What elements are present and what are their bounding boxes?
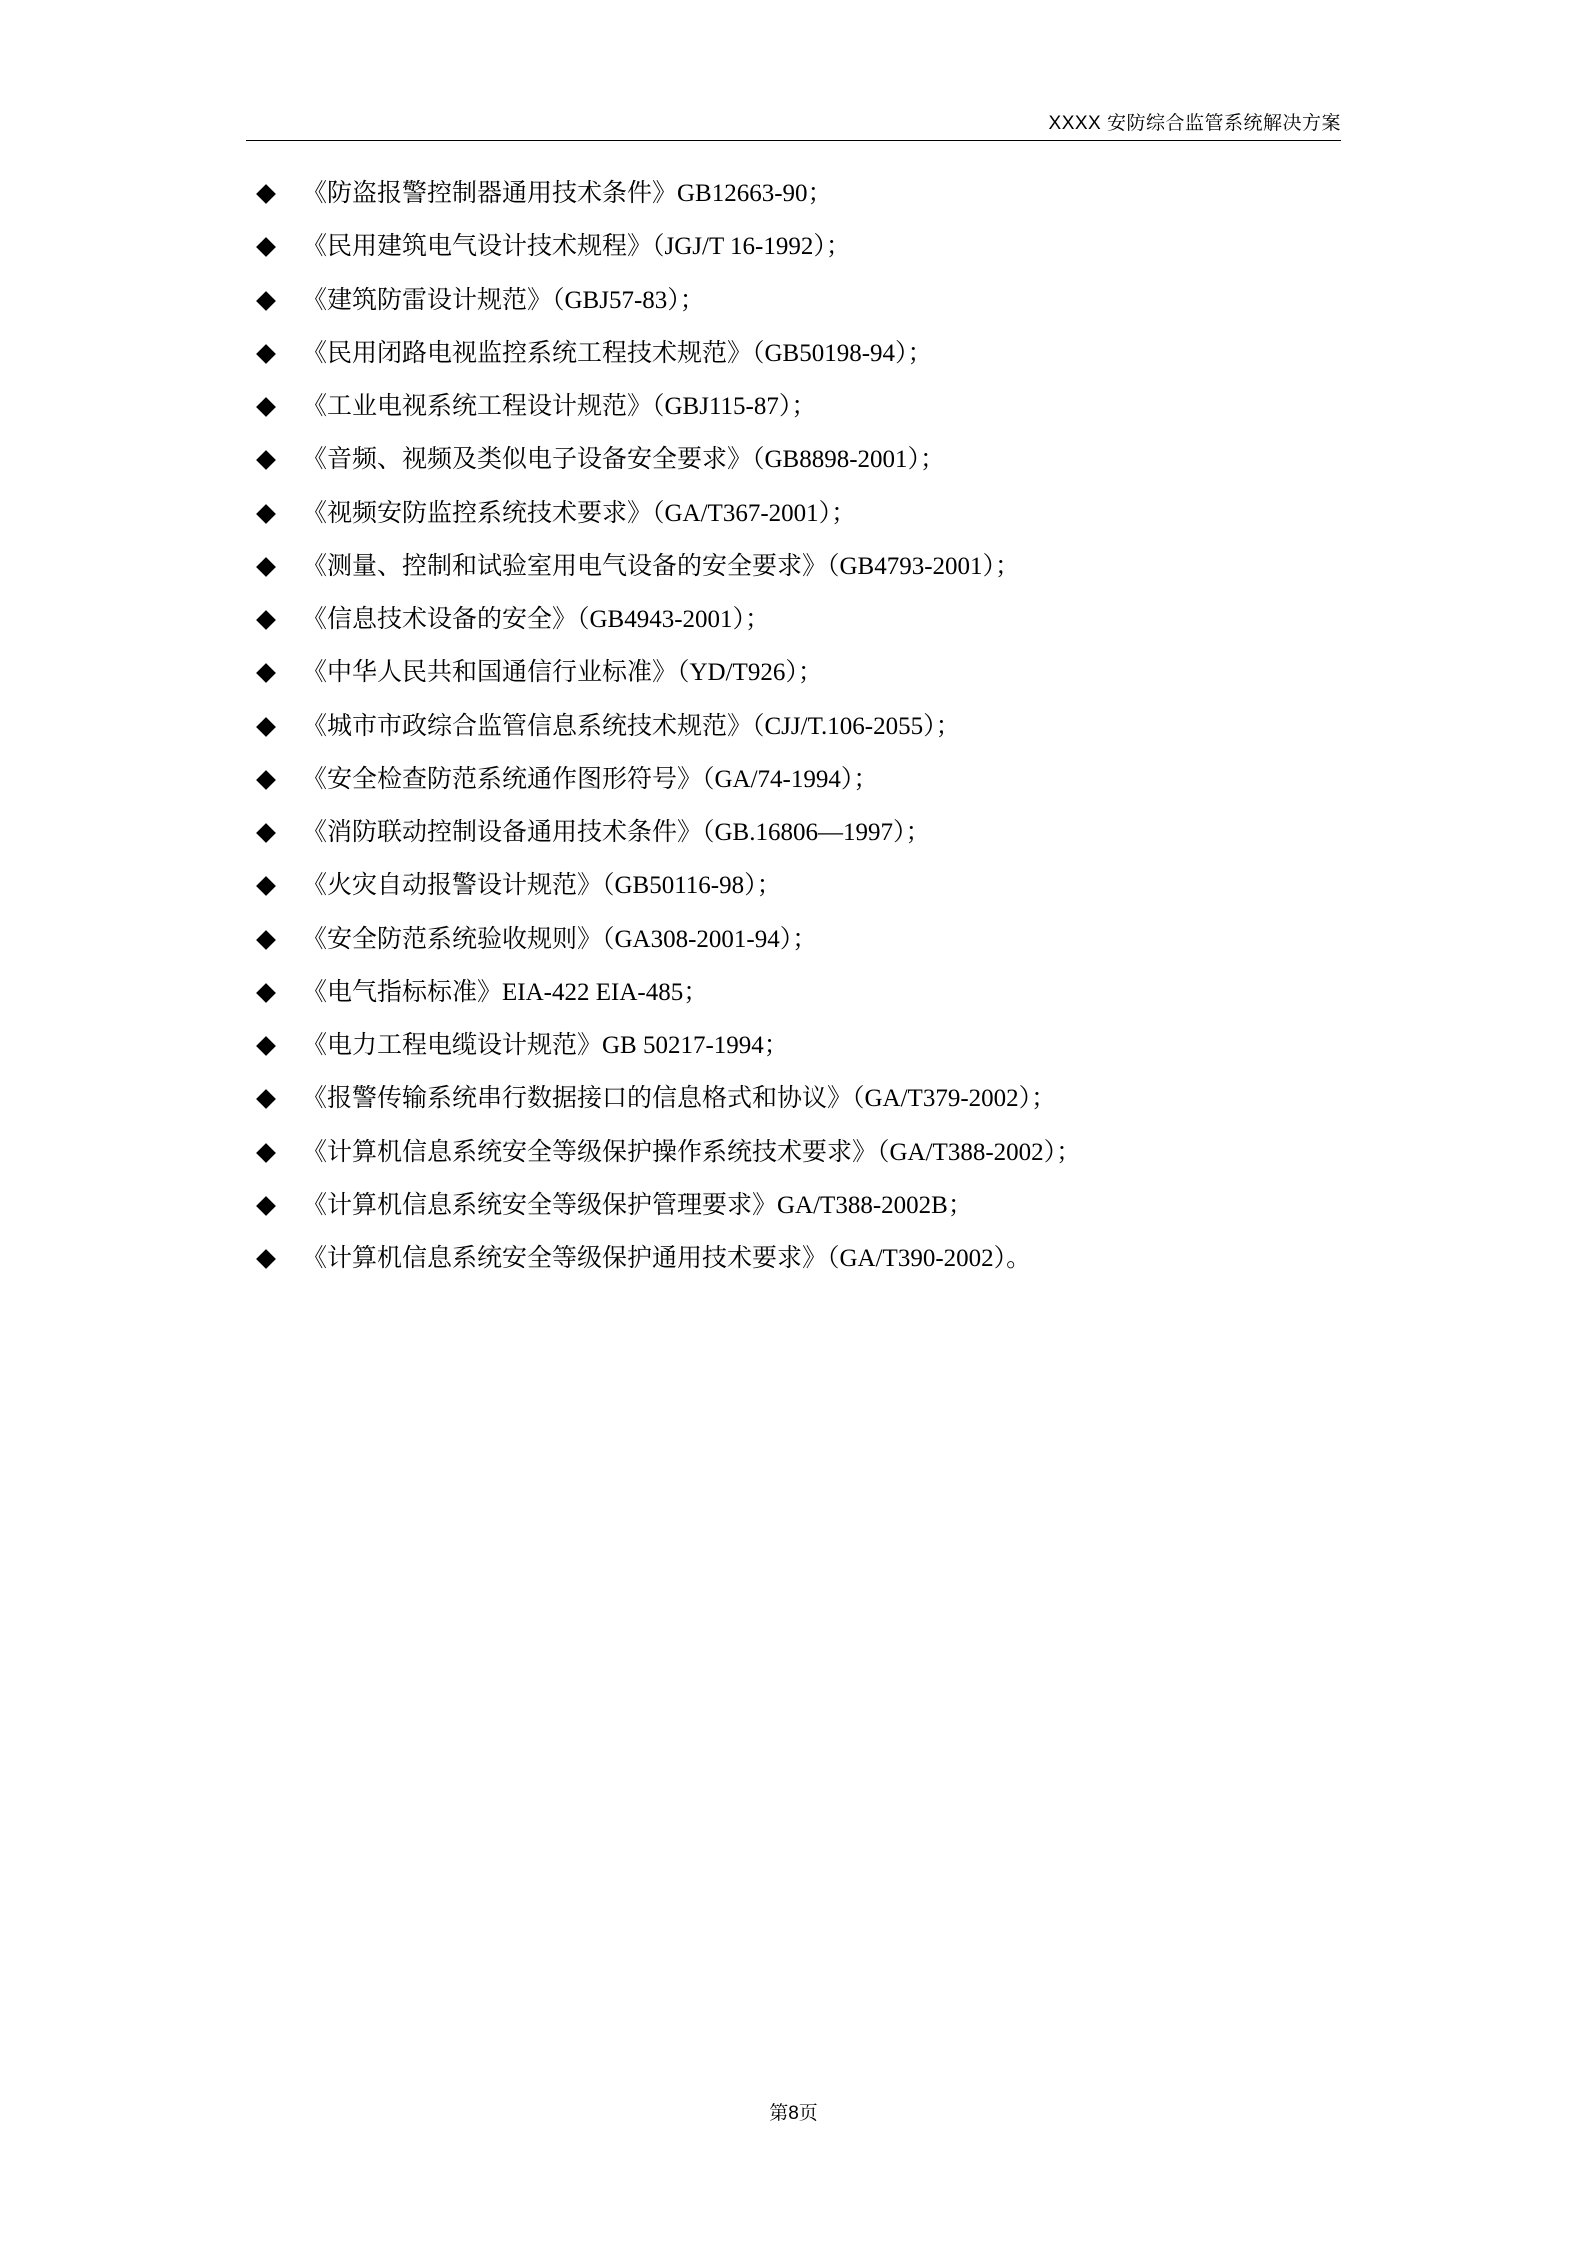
list-item-text: 《测量、控制和试验室用电气设备的安全要求》（GB4793-2001）； [302, 552, 1021, 580]
list-item [246, 872, 1387, 901]
list-item-text: 《火灾自动报警设计规范》（GB50116-98）； [302, 872, 782, 900]
list-item-text: 《中华人民共和国通信行业标准》（YD/T926）； [302, 659, 823, 687]
list-item-text: 《城市市政综合监管信息系统技术规范》（CJJ/T.106-2055）； [302, 712, 961, 740]
list-item-text: 《工业电视系统工程设计规范》（GBJ115-87）； [302, 393, 817, 420]
diamond-bullet-icon [256, 555, 278, 577]
list-item-text: 《视频安防监控系统技术要求》（GA/T367-2001）； [302, 499, 857, 527]
diamond-bullet-icon [256, 448, 278, 470]
diamond-bullet-icon [256, 395, 278, 417]
diamond-bullet-icon [256, 502, 278, 524]
list-item [246, 606, 1387, 635]
page-number: 第8页 [769, 2103, 818, 2124]
list-item-text: 《民用建筑电气设计技术规程》（JGJ/T 16-1992）； [302, 233, 851, 261]
list-item [246, 340, 1387, 369]
diamond-bullet-icon [256, 182, 278, 204]
page-footer [0, 2098, 1587, 2125]
diamond-bullet-icon [256, 874, 278, 896]
diamond-bullet-icon [256, 1087, 278, 1109]
list-item-text: 《计算机信息系统安全等级保护通用技术要求》（GA/T390-2002）。 [302, 1245, 1032, 1272]
list-item-text: 《建筑防雷设计规范》（GBJ57-83）； [302, 286, 705, 314]
list-item-text: 《消防联动控制设备通用技术条件》（GB.16806—1997）； [302, 819, 931, 846]
list-item-text: 《安全检查防范系统通作图形符号》（GA/74-1994）； [302, 765, 879, 793]
diamond-bullet-icon [256, 821, 278, 843]
diamond-bullet-icon [256, 715, 278, 737]
diamond-bullet-icon [256, 928, 278, 950]
standards-list [246, 180, 1387, 1274]
list-item-text: 《安全防范系统验收规则》（GA308-2001-94）； [302, 925, 818, 953]
list-item [246, 819, 1387, 848]
diamond-bullet-icon [256, 661, 278, 683]
list-item [246, 1139, 1387, 1168]
diamond-bullet-icon [256, 1194, 278, 1216]
diamond-bullet-icon [256, 1141, 278, 1163]
diamond-bullet-icon [256, 342, 278, 364]
diamond-bullet-icon [256, 1034, 278, 1056]
list-item-text: 《信息技术设备的安全》（GB4943-2001）； [302, 606, 771, 633]
diamond-bullet-icon [256, 768, 278, 790]
list-item-text: 《电气指标标准》EIA-422 EIA-485； [302, 978, 709, 1006]
list-item [246, 979, 1387, 1008]
list-item-text: 《计算机信息系统安全等级保护操作系统技术要求》（GA/T388-2002）； [302, 1138, 1082, 1166]
list-item [246, 233, 1387, 262]
list-item [246, 1032, 1387, 1061]
list-item [246, 766, 1387, 795]
list-item-text: 《计算机信息系统安全等级保护管理要求》GA/T388-2002B； [302, 1191, 973, 1219]
diamond-bullet-icon [256, 1247, 278, 1269]
header-title: XXXX 安防综合监管系统解决方案 [1048, 113, 1341, 134]
header-divider [246, 140, 1341, 141]
list-item [246, 659, 1387, 688]
list-item [246, 1085, 1387, 1114]
list-item [246, 1245, 1387, 1274]
list-item [246, 926, 1387, 955]
page-header [246, 108, 1341, 143]
list-item [246, 713, 1387, 742]
document-content [246, 180, 1387, 1298]
list-item [246, 446, 1387, 475]
diamond-bullet-icon [256, 235, 278, 257]
list-item-text: 《电力工程电缆设计规范》GB 50217-1994； [302, 1032, 789, 1059]
list-item-text: 《音频、视频及类似电子设备安全要求》（GB8898-2001）； [302, 446, 946, 474]
diamond-bullet-icon [256, 981, 278, 1003]
diamond-bullet-icon [256, 289, 278, 311]
list-item-text: 《民用闭路电视监控系统工程技术规范》（GB50198-94）； [302, 339, 933, 367]
list-item [246, 393, 1387, 422]
list-item-text: 《防盗报警控制器通用技术条件》GB12663-90； [302, 180, 833, 207]
list-item [246, 1192, 1387, 1221]
list-item [246, 287, 1387, 316]
list-item-text: 《报警传输系统串行数据接口的信息格式和协议》（GA/T379-2002）； [302, 1085, 1057, 1113]
list-item [246, 500, 1387, 529]
list-item [246, 180, 1387, 209]
diamond-bullet-icon [256, 608, 278, 630]
list-item [246, 553, 1387, 582]
